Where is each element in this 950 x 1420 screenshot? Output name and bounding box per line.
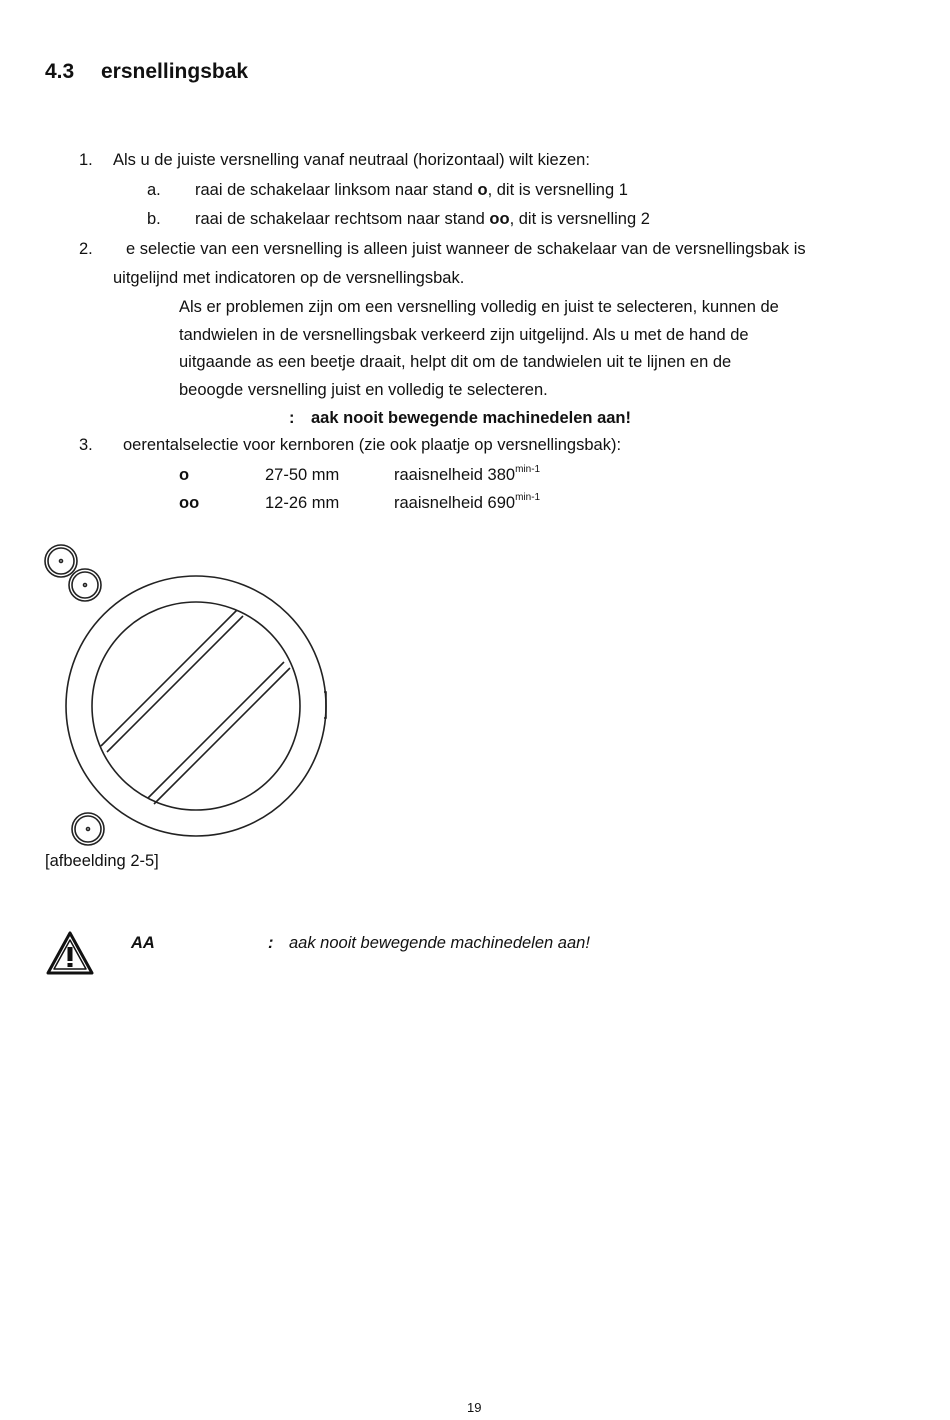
list-item-3-text: oerentalselectie voor kernboren (zie ook plaatje op versnellingsbak):	[123, 436, 622, 454]
gear-speed-1-value: raaisnelheid 380	[394, 466, 516, 484]
handle-bar-1a	[101, 610, 237, 746]
sub-item-a-tail: , dit is versnelling 1	[487, 181, 628, 199]
figure-caption: [afbeelding 2-5]	[45, 852, 159, 870]
sub-item-b-text: raai de schakelaar rechtsom naar stand	[195, 210, 490, 228]
indicator-circle-3-inner	[75, 816, 101, 842]
indicator-dot-1	[60, 560, 63, 563]
notice-text: aak nooit bewegende machinedelen aan!	[289, 934, 590, 952]
sub-number-b: b.	[147, 210, 161, 228]
indicator-circle-2-outer	[69, 569, 101, 601]
list-item-2-line1: e selectie van een versnelling is alleen juist wanneer de schakelaar van de versnellingsbak is	[126, 240, 806, 258]
indicator-circle-2-inner	[72, 572, 98, 598]
gear-speed-1-unit: min-1	[515, 464, 541, 475]
warning-triangle-icon	[45, 930, 95, 976]
gear-speed-2	[394, 492, 540, 514]
gear-range-2: 12-26 mm	[265, 494, 340, 512]
notice-label: AA	[131, 934, 155, 952]
handle-bar-2b	[154, 668, 290, 804]
gear-label-1: o	[179, 466, 190, 484]
gear-speed-2-value: raaisnelheid 690	[394, 494, 516, 512]
switch-outer-ring	[66, 576, 326, 836]
switch-inner-disc	[92, 602, 300, 810]
inline-warning-colon: :	[289, 409, 295, 427]
sub-item-b-gear: oo	[489, 210, 510, 228]
page-number: 19	[467, 1400, 482, 1415]
section-number: 4.3	[45, 60, 75, 83]
indicator-dot-2	[84, 584, 87, 587]
list-item-2-line2: uitgelijnd met indicatoren op de versnellingsbak.	[113, 269, 465, 287]
list-number-1: 1.	[79, 151, 93, 169]
list-number-3: 3.	[79, 436, 93, 454]
sub-item-a-gear: o	[477, 181, 488, 199]
gear-switch-diagram	[40, 540, 340, 850]
paragraph-line-3: uitgaande as een beetje draait, helpt dit om de tandwielen uit te lijnen en de	[179, 353, 732, 371]
sub-number-a: a.	[147, 181, 161, 199]
inline-warning-text: aak nooit bewegende machinedelen aan!	[311, 409, 632, 427]
section-title: ersnellingsbak	[101, 60, 249, 83]
sub-item-a	[195, 179, 628, 201]
paragraph-line-1: Als er problemen zijn om een versnelling volledig en juist te selecteren, kunnen de	[179, 298, 779, 316]
paragraph-line-4: beoogde versnelling juist en volledig te selecteren.	[179, 381, 548, 399]
gear-speed-2-unit: min-1	[515, 492, 541, 503]
indicator-dot-3	[87, 828, 90, 831]
gear-range-1: 27-50 mm	[265, 466, 340, 484]
list-number-2: 2.	[79, 240, 93, 258]
handle-bar-2a	[148, 662, 284, 798]
indicator-circle-1-inner	[48, 548, 74, 574]
sub-item-b	[195, 208, 650, 230]
notice-colon: :	[268, 934, 274, 952]
gear-speed-1	[394, 464, 540, 486]
sub-item-b-tail: , dit is versnelling 2	[509, 210, 650, 228]
indicator-circle-1-outer	[45, 545, 77, 577]
paragraph-line-2: tandwielen in de versnellingsbak verkeerd zijn uitgelijnd. Als u met de hand de	[179, 326, 749, 344]
list-item-1-text: Als u de juiste versnelling vanaf neutraal (horizontaal) wilt kiezen:	[113, 151, 590, 169]
sub-item-a-text: raai de schakelaar linksom naar stand	[195, 181, 478, 199]
indicator-circle-3-outer	[72, 813, 104, 845]
gear-label-2: oo	[179, 494, 200, 512]
handle-bar-1b	[107, 616, 243, 752]
